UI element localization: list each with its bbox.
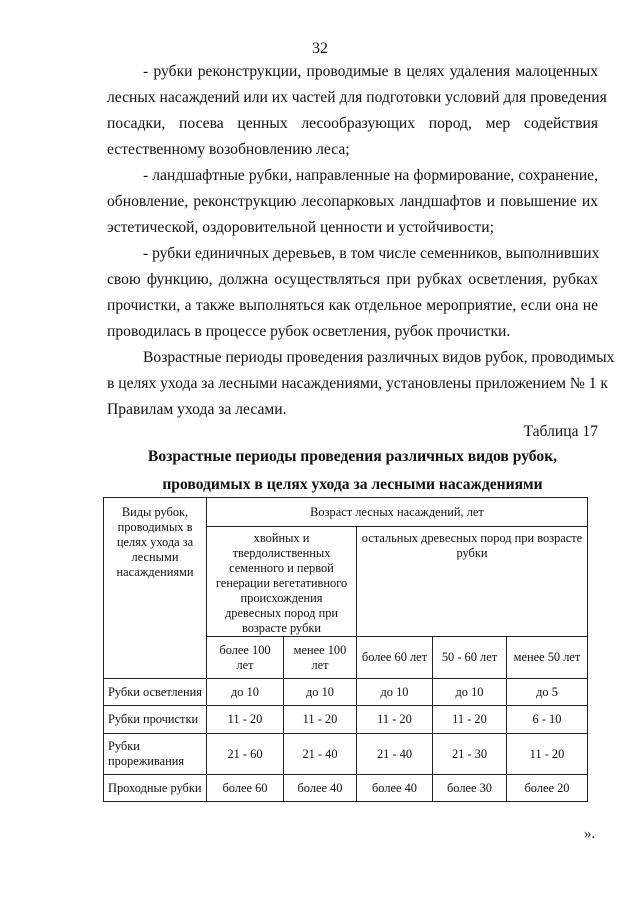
header-line: генерации вегетативного [215,576,348,590]
text-line: обновление, реконструкцию лесопарковых ландшафтов и повышение их [107,193,598,210]
subheader-cell: менее 50 лет [507,637,588,679]
text-line: естественному возобновлению леса; [107,141,350,158]
table-title-line: Возрастные периоды проведения различных видов рубок, [147,448,558,465]
paragraph-age-periods [107,345,615,423]
row-label: Рубки осветления [104,679,207,706]
table-cell: до 10 [284,679,357,706]
table-cell: более 60 [207,775,284,802]
text-line: лесных насаждений или их частей для подготовки условий для проведения [107,89,607,106]
table-row [104,775,588,802]
table-cell: 21 - 40 [357,734,433,775]
text-line: свою функцию, должна осуществляться при рубках осветления, рубках [107,271,598,288]
table-label: Таблица 17 [523,423,598,440]
table-cell: 21 - 40 [284,734,357,775]
header-line: возрасте рубки [241,621,322,635]
table-cell: более 20 [507,775,588,802]
header-line: менее 100 [293,642,347,657]
subheader-cell: более 60 лет [357,637,433,679]
text-line: - ландшафтные рубки, направленные на формирование, сохранение, [143,167,598,184]
table-cell: более 30 [433,775,507,802]
text-line: Правилам ухода за лесами. [107,401,287,418]
table-title [107,443,598,498]
row-label-line: прореживания [108,754,185,768]
header-line: целях ухода за [116,535,194,549]
header-line: проводимых в [117,520,193,534]
table-cell: 11 - 20 [433,706,507,734]
paragraph-landscape-cuttings [107,163,598,241]
text-line: в целях ухода за лесными насаждениями, установлены приложением № 1 к [107,375,608,392]
table-cell: до 10 [207,679,284,706]
header-line: происхождения [240,591,323,605]
header-line: твердолиственных [232,546,331,560]
header-line: древесных пород при [224,606,339,620]
header-line: лет [311,657,329,672]
table-cell: более 40 [284,775,357,802]
header-line: рубки [456,546,488,560]
row-label: Проходные рубки [104,775,207,802]
table-cell: 11 - 20 [207,706,284,734]
text-line: - рубки единичных деревьев, в том числе семенников, выполнивших [143,245,600,262]
text-line: проводилась в процессе рубок осветления, рубок прочистки. [107,323,511,340]
subheader-cell [284,637,357,679]
table-title-line: проводимых в целях ухода за лесными насаждениями [162,476,543,493]
text-line: эстетической, оздоровительной ценности и устойчивости; [107,219,494,236]
table-cell: до 5 [507,679,588,706]
table-row [104,679,588,706]
row-label [104,734,207,775]
page-number: 32 [312,40,328,57]
row-label-line: Рубки [108,739,140,753]
text-line: прочистки, а также выполняться как отдельное мероприятие, если она не [107,297,598,314]
table-row [104,734,588,775]
table-cell: 11 - 20 [284,706,357,734]
header-line: Виды рубок, [121,505,189,519]
header-line: насаждениями [116,565,194,579]
table-cell: более 40 [357,775,433,802]
table-corner-header [104,498,207,679]
table-cell: 6 - 10 [507,706,588,734]
row-label: Рубки прочистки [104,706,207,734]
table-cell: до 10 [357,679,433,706]
table-cell: 11 - 20 [357,706,433,734]
table-cell: 21 - 60 [207,734,284,775]
header-line: более 100 [219,642,271,657]
header-line: семенного и первой [229,561,334,575]
text-line: - рубки реконструкции, проводимые в целях удаления малоценных [143,63,598,80]
other-species-group-header [357,527,588,637]
paragraph-single-tree-cuttings [107,241,598,345]
header-line: лет [236,657,254,672]
subheader-cell [207,637,284,679]
closing-quote-mark: ». [584,826,596,842]
header-line: остальных древесных пород при возрасте [361,531,583,545]
table-row [104,706,588,734]
table-cell: до 10 [433,679,507,706]
age-header: Возраст лесных насаждений, лет [207,498,588,527]
age-periods-table [103,497,588,802]
header-line: хвойных и [253,531,310,545]
coniferous-group-header [207,527,357,637]
text-line: посадки, посева ценных лесообразующих пород, мер содействия [107,115,598,132]
table-cell: 11 - 20 [507,734,588,775]
subheader-cell: 50 - 60 лет [433,637,507,679]
table-cell: 21 - 30 [433,734,507,775]
header-line: лесными [131,550,179,564]
text-line: Возрастные периоды проведения различных видов рубок, проводимых [143,349,615,366]
paragraph-reconstruction-cuttings [107,59,607,163]
